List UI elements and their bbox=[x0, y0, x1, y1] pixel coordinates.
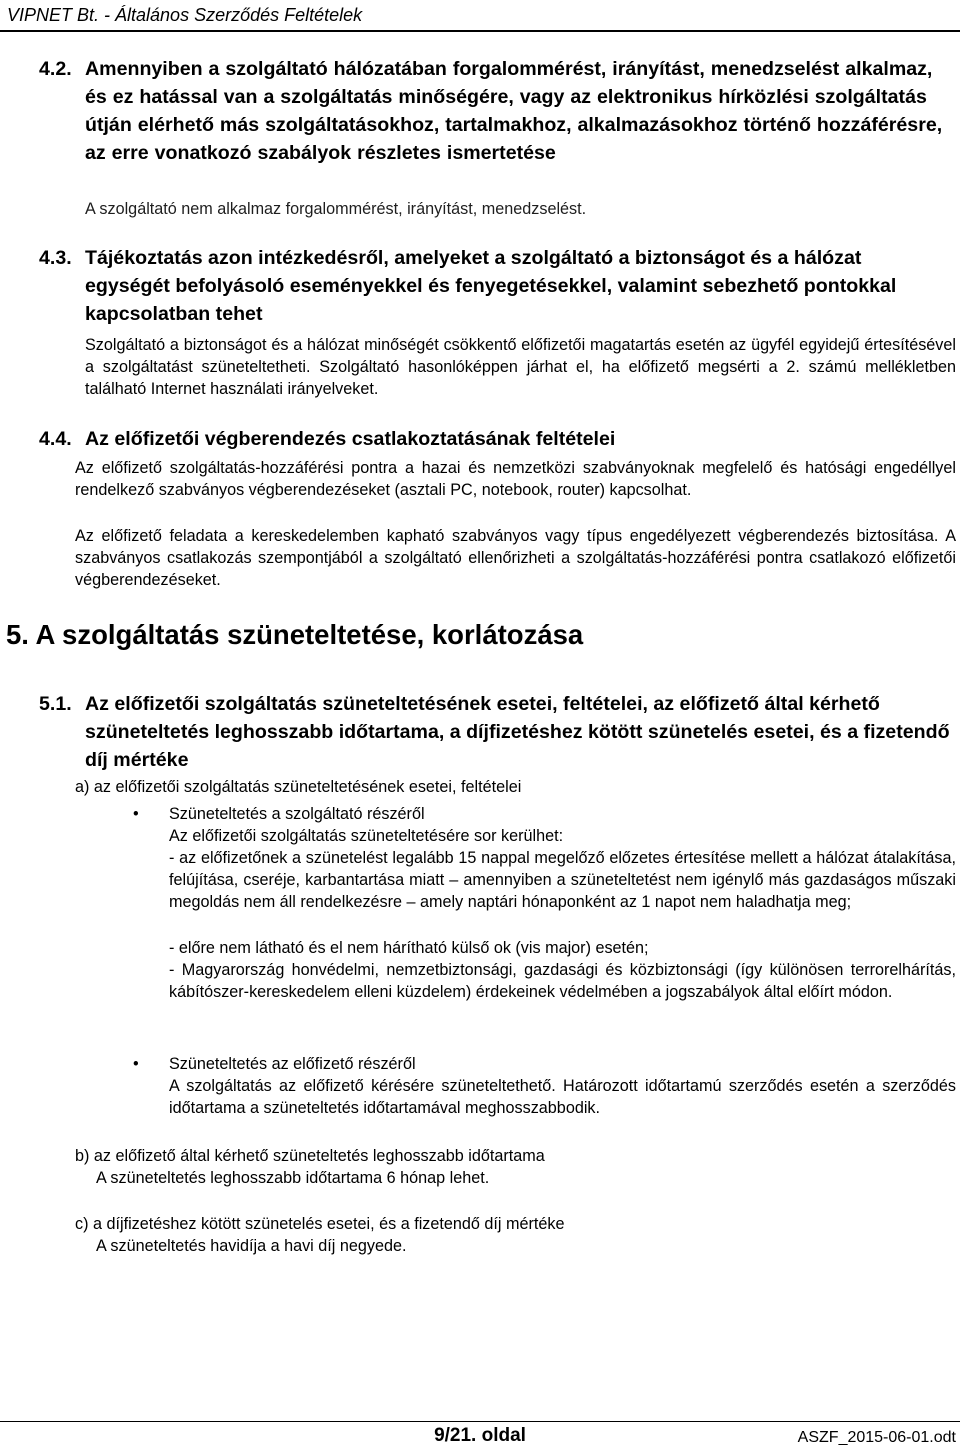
bullet-dot: • bbox=[133, 805, 139, 823]
section-title: Az előfizetői végberendezés csatlakoztatásának feltételei bbox=[85, 428, 616, 450]
section-number: 4.2. bbox=[39, 58, 72, 80]
section-4-4-body-1: Az előfizető szolgáltatás-hozzáférési pontra a hazai és nemzetközi szabványoknak megfelelő és hatósági engedéllyel rendelkező szabványos végberendezéseket (asztali PC, notebook, router) kapcsolhat. bbox=[75, 459, 956, 500]
bullet-1-item-1: - az előfizetőnek a szünetelést legalább 15 nappal megelőző előzetes értesítése mellett a hálózat átalakítása, felújítása, cseréje, karbantartása miatt – amennyiben a szüneteltetést nem igénylő más gazdaságos műszaki megoldás nem áll rendelkezésre – amely naptári hónaponként az 1 napot nem haladhatja meg; bbox=[169, 849, 956, 912]
section-4-4-body-2: Az előfizető feladata a kereskedelemben kapható szabványos vagy típus engedélyezett végberendezés biztosítása. A szabványos csatlakozás szempontjából a szolgáltató ellenőrizheti a szolgáltatás-hozzáférési pontra csatlakozó előfizetői végberendezéseket. bbox=[75, 527, 956, 590]
subsection-b-body: A szüneteltetés leghosszabb időtartama 6 hónap lehet. bbox=[96, 1169, 490, 1187]
section-4-4-heading bbox=[39, 425, 946, 453]
section-title: Az előfizetői szolgáltatás szüneteltetésének esetei, feltételei, az előfizető által kérhető szüneteltetés leghosszabb időtartama, a díjfizetéshez kötött szünetelés esetei, és a fizetendő díj mértéke bbox=[85, 693, 950, 771]
bullet-2-title: Szüneteltetés az előfizető részéről bbox=[169, 1055, 416, 1073]
subsection-c-title: c) a díjfizetéshez kötött szünetelés esetei, és a fizetendő díj mértéke bbox=[75, 1215, 565, 1233]
section-number: 4.4. bbox=[39, 428, 72, 450]
subsection-b-title: b) az előfizető által kérhető szüneteltetés leghosszabb időtartama bbox=[75, 1147, 545, 1165]
section-number: 4.3. bbox=[39, 247, 72, 269]
section-title: Tájékoztatás azon intézkedésről, amelyeket a szolgáltató a biztonságot és a hálózat egységét befolyásoló eseményekkel és fenyegetésekkel, valamint sebezhető pontokkal kapcsolatban tehet bbox=[85, 247, 897, 325]
section-4-3-body: Szolgáltató a biztonságot és a hálózat minőségét csökkentő előfizetői magatartás esetén az ügyfél egyidejű értesítésével a szolgáltatást szüneteltetheti. Szolgáltató hasonlóképpen járhat el, ha előfizető megsérti a 2. számú mellékletben található Internet használati irányelveket. bbox=[85, 336, 956, 399]
bullet-1-intro: Az előfizetői szolgáltatás szüneteltetésére sor kerülhet: bbox=[169, 827, 564, 845]
bullet-2-body: A szolgáltatás az előfizető kérésére szüneteltethető. Határozott időtartamú szerződés esetén a szerződés időtartama a szüneteltetés időtartamával meghosszabbodik. bbox=[169, 1077, 956, 1118]
bullet-1-title: Szüneteltetés a szolgáltató részéről bbox=[169, 805, 425, 823]
header-divider bbox=[0, 30, 960, 32]
footer-divider bbox=[0, 1421, 960, 1422]
file-name: ASZF_2015-06-01.odt bbox=[797, 1429, 956, 1446]
bullet-1-item-2: - előre nem látható és el nem hárítható külső ok (vis major) esetén; bbox=[169, 939, 649, 957]
section-5-1-heading bbox=[39, 690, 956, 774]
page-number: 9/21. oldal bbox=[434, 1425, 526, 1446]
section-title: Amennyiben a szolgáltató hálózatában forgalommérést, irányítást, menedzselést alkalmaz, és ez hatással van a szolgáltatás minőségére, vagy az elektronikus hírközlési szolgáltatás útján elérhető más szolgáltatásokhoz, tartalmakhoz, alkalmazásokhoz történő hozzáférésre, az erre vonatkozó szabályok részletes ismertetése bbox=[85, 58, 943, 164]
bullet-1-item-3: - Magyarország honvédelmi, nemzetbiztonsági, gazdasági és közbiztonsági (így különösen terrorelhárítás, kábítószer-kereskedelem elleni küzdelem) érdekeinek védelmében a jogszabályok által előírt módon. bbox=[169, 961, 956, 1002]
section-number: 5.1. bbox=[39, 693, 72, 715]
section-4-2-body: A szolgáltató nem alkalmaz forgalommérést, irányítást, menedzselést. bbox=[85, 200, 587, 218]
subsection-c-body: A szüneteltetés havidíja a havi díj negyede. bbox=[96, 1237, 407, 1255]
subsection-a-title: a) az előfizetői szolgáltatás szüneteltetésének esetei, feltételei bbox=[75, 778, 522, 796]
section-4-2-heading bbox=[39, 55, 946, 167]
section-4-3-heading bbox=[39, 244, 946, 328]
document-header-title: VIPNET Bt. - Általános Szerződés Feltételek bbox=[7, 5, 363, 25]
bullet-dot: • bbox=[133, 1055, 139, 1073]
chapter-5-title: 5. A szolgáltatás szüneteltetése, korlátozása bbox=[6, 619, 584, 650]
